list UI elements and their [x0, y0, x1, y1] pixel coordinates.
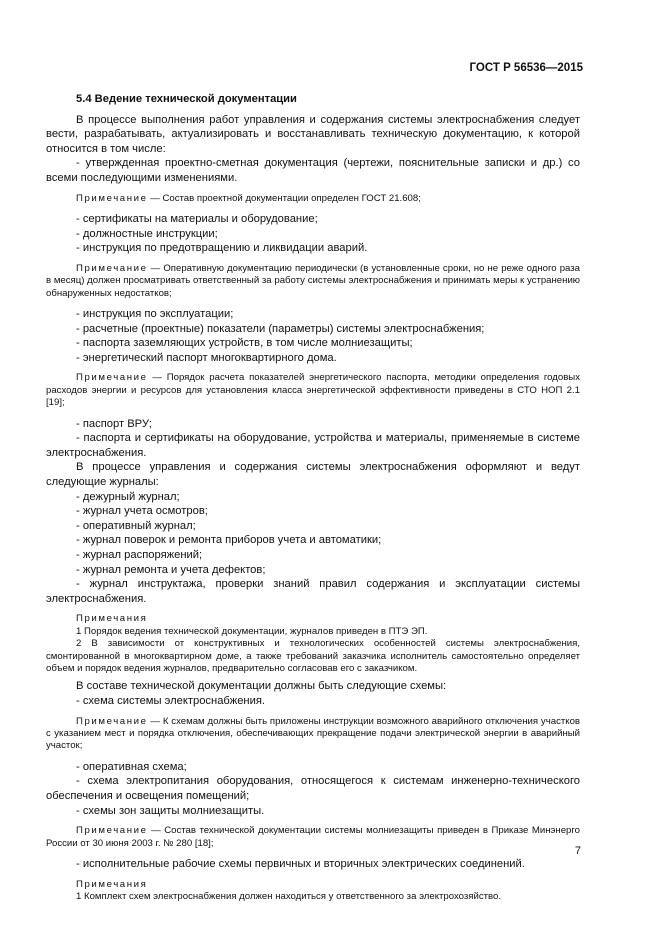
list-item: - оперативный журнал;	[76, 519, 196, 532]
document-id-header: ГОСТ Р 56536—2015	[469, 62, 583, 74]
list-item: - энергетический паспорт многоквартирного дома.	[76, 351, 337, 364]
note-text: — Состав проектной документации определен ГОСТ 21.608;	[147, 192, 421, 204]
note-text: — Оперативную документацию периодически (в установленные сроки, но не реже одного раза в месяц) должен просматривать ответственный за работу системы электроснабжения и принимать меры к устранению обнаруженных недостатков;	[46, 262, 580, 299]
paragraph: В процессе выполнения работ управления и содержания системы электроснабжения следует вести, разрабатывать, актуализировать и восстанавливать техническую документацию, к которой относится в том числе:	[46, 113, 580, 155]
list-item: - сертификаты на материалы и оборудование;	[76, 212, 318, 225]
page-content	[46, 92, 580, 903]
note	[46, 193, 580, 205]
list-item: - паспорта и сертификаты на оборудование, устройства и материалы, применяемые в системе электроснабжения.	[46, 432, 580, 459]
list-item: - схемы зон защиты молниезащиты.	[76, 804, 265, 817]
list-item: - журнал инструктажа, проверки знаний правил содержания и эксплуатации системы электроснабжения.	[46, 578, 580, 605]
list-item: - журнал ремонта и учета дефектов;	[76, 563, 266, 576]
list-item: - паспорта заземляющих устройств, в том числе молниезащиты;	[76, 337, 413, 350]
list-item: - схема системы электроснабжения.	[76, 694, 266, 707]
page-number: 7	[574, 845, 581, 857]
note-item: 1 Порядок ведения технической документации, журналов приведен в ПТЭ ЭП.	[76, 625, 428, 637]
list-item: - утвержденная проектно-сметная документация (чертежи, пояснительные записки и др.) со всеми последующими изменениями.	[46, 157, 580, 184]
note-label: Примечание	[76, 715, 148, 727]
note-item: 1 Комплект схем электроснабжения должен находиться у ответственного за электрохозяйство.	[76, 890, 502, 902]
list-item: - схема электропитания оборудования, относящегося к системам инженерно-технического обеспечения и освещения помещений;	[46, 775, 580, 802]
list-item: - паспорт ВРУ;	[76, 417, 152, 430]
note-label: Примечание	[76, 372, 148, 384]
paragraph: В процессе управления и содержания системы электроснабжения оформляют и ведут следующие журналы:	[46, 461, 580, 488]
list-item: - должностные инструкции;	[76, 227, 218, 240]
list-item: - инструкция по предотвращению и ликвидации аварий.	[76, 242, 368, 255]
note	[46, 716, 580, 753]
note-text: — Порядок расчета показателей энергетического паспорта, методики определения годовых расходов энергии и ресурсов для установления класса энергетической эффективности приведены в СТО НОП 2.1 [19];	[46, 372, 580, 409]
note-text: — К схемам должны быть приложены инструкции возможного аварийного отключения участков с указанием мест и порядка отключения, обеспечивающих прекращение подачи электрической энергии в аварийный участок;	[46, 715, 580, 752]
list-item: - оперативная схема;	[76, 760, 187, 773]
note-item: 2 В зависимости от конструктивных и технологических особенностей системы электроснабжения, смонтированной в многоквартирном доме, а также требований заказчика исполнитель самостоятельно определяет объем и порядок ведения журналов, предварительно согласовав его с заказчиком.	[46, 638, 580, 674]
list-item: - инструкция по эксплуатации;	[76, 307, 234, 320]
list-item: - дежурный журнал;	[76, 490, 180, 503]
note-label: Примечание	[76, 262, 148, 274]
list-item: - журнал поверок и ремонта приборов учета и автоматики;	[76, 534, 382, 547]
list-item: - журнал распоряжений;	[76, 548, 203, 561]
paragraph: В составе технической документации должны быть следующие схемы:	[76, 680, 447, 693]
section-title: 5.4 Ведение технической документации	[76, 93, 297, 105]
list-item: - исполнительные рабочие схемы первичных и вторичных электрических соединений.	[76, 857, 525, 870]
note	[46, 372, 580, 409]
notes-heading: Примечания	[76, 878, 148, 890]
note	[46, 825, 580, 850]
notes-heading: Примечания	[76, 613, 148, 625]
list-item: - журнал учета осмотров;	[76, 505, 208, 518]
note-label: Примечание	[76, 825, 148, 837]
note-text: — Состав технической документации системы молниезащиты приведен в Приказе Минэнерго России от 30 июня 2003 г. № 280 [18];	[46, 825, 580, 849]
list-item: - расчетные (проектные) показатели (параметры) системы электроснабжения;	[76, 322, 485, 335]
note-label: Примечание	[76, 192, 148, 204]
note	[46, 263, 580, 300]
